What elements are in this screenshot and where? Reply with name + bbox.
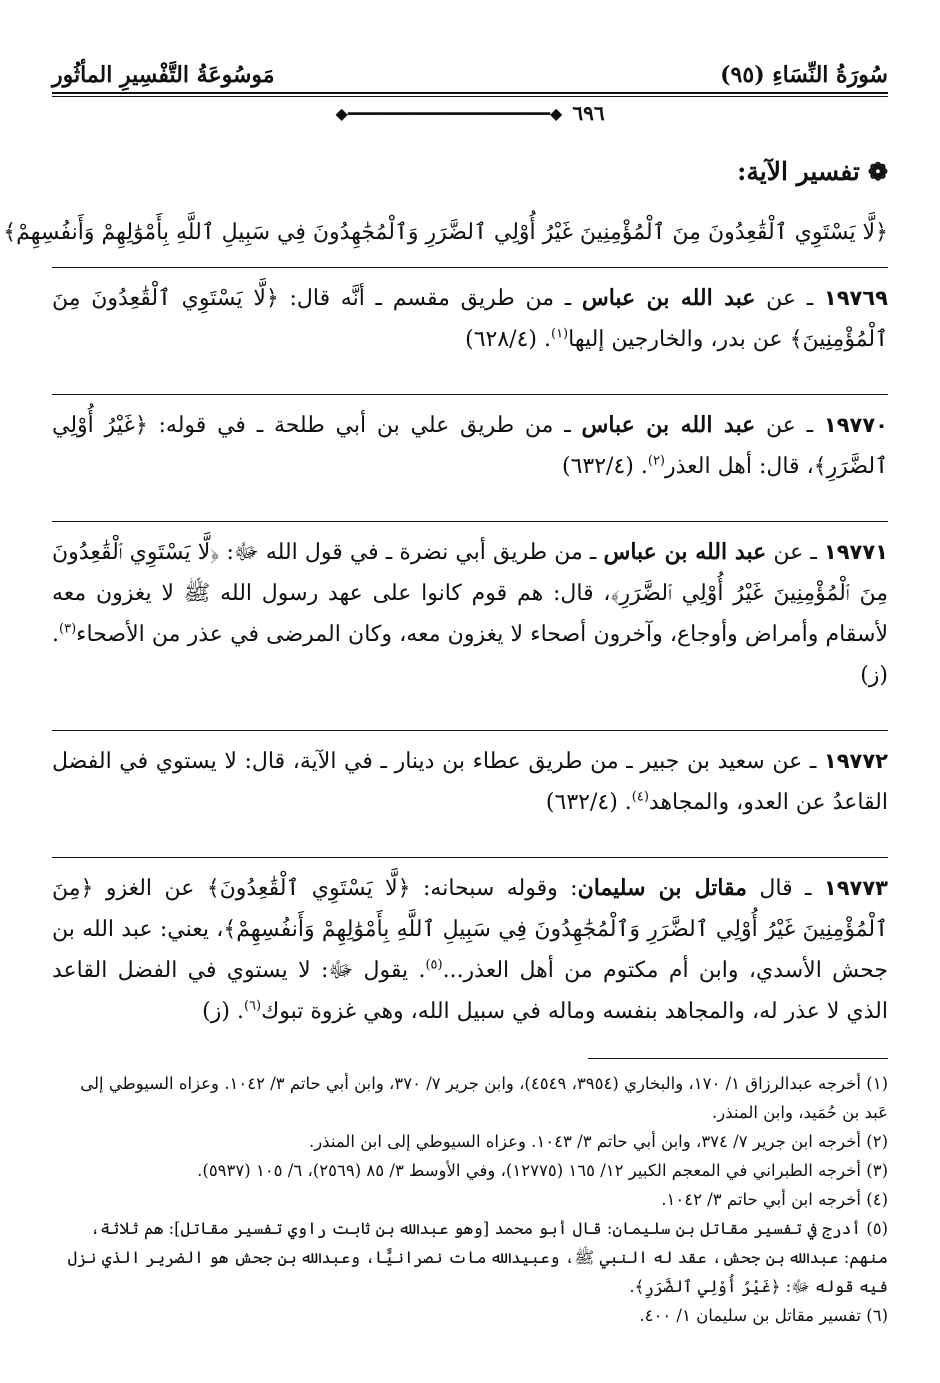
entry-text: . (ز) <box>52 622 888 688</box>
running-header <box>52 48 888 88</box>
entry-text: ـ عن <box>764 749 824 774</box>
footnote: (٣) أخرجه الطبراني في المعجم الكبير ١٢/ ١٦٥ (١٢٧٧٥)، وفي الأوسط ٣/ ٨٥ (٢٥٦٩)، ٦/ ١٠٥ (٥٩٣٧). <box>197 1161 888 1180</box>
page-number-row <box>52 101 888 125</box>
entry-text: ـ قال <box>746 876 824 901</box>
entry <box>52 395 888 499</box>
footnote-ref[interactable]: (٥) <box>425 957 443 973</box>
footnote-ref[interactable]: (٢) <box>647 453 665 469</box>
entry-text: ـ عن <box>766 540 824 565</box>
entry-text: ـ من طريق أبي نضرة ـ في قول الله ﷻ: ﴿لَّا يَسْتَوِي ٱلْقَٰعِدُونَ مِنَ ٱلْمُؤْمِنِينَ غَيْرُ أُوْلِي ٱلضَّرَرِ﴾، قال: هم قوم كانوا على عهد رسول الله ﷺ لا يغزون معه لأسقام وأمراض وأوجاع، وآخرون أصحاء لا يغزون معه، وكان المرضى في عذر من الأصحاء <box>52 540 888 647</box>
footnote: (٦) تفسير مقاتل بن سليمان ١/ ٤٠٠. <box>639 1306 888 1325</box>
flower-icon: ❁ <box>867 157 888 186</box>
entry-text: . (ز) <box>202 999 244 1024</box>
footnotes <box>52 1069 888 1330</box>
entry-number: ١٩٧٧٢ <box>823 749 888 773</box>
entry-text: ـ من طريق علي بن أبي طلحة ـ في قوله: ﴿غَيْرُ أُوْلِي ٱلضَّرَرِ﴾، قال: أهل العذر <box>52 413 888 479</box>
entry-text: . يقول ﷻ: لا يستوي في الفضل القاعد الذي لا عذر له، والمجاهد بنفسه وماله في سبيل الله، وهي غزوة تبوك <box>52 958 888 1024</box>
book-title: مَوسُوعَةُ التَّفْسِيرِ المأثُور <box>52 62 275 88</box>
entry <box>52 268 888 372</box>
footnote: (٤) أخرجه ابن أبي حاتم ٣/ ١٠٤٢. <box>661 1190 888 1209</box>
section-heading <box>52 157 888 186</box>
footnote-ref[interactable]: (١) <box>550 326 569 342</box>
page <box>3 48 888 1383</box>
entry <box>52 731 888 835</box>
header-rule <box>52 92 888 97</box>
page-number: ٦٩٦ <box>572 101 605 125</box>
ornament-icon: ◆━━━━━━━━━━━━━━━━━━━━━◆ <box>335 103 563 123</box>
section-title: تفسير الآية: <box>737 157 860 186</box>
narrator-name: عبد الله بن عباس <box>581 412 756 438</box>
footnote-ref[interactable]: (٤) <box>631 789 649 805</box>
footnote: (٢) أخرجه ابن جرير ٧/ ٣٧٤، وابن أبي حاتم ٣/ ١٠٤٣. وعزاه السيوطي إلى ابن المنذر. <box>308 1132 888 1151</box>
entry-text: ـ من طريق عطاء بن دينار ـ في الآية، قال: لا يستوي في الفضل القاعدُ عن العدو، والمجاهد <box>52 749 888 815</box>
narrator-name: عبد الله بن عباس <box>581 285 756 311</box>
narrator-name: عبد الله بن عباس <box>603 539 767 565</box>
entry-number: ١٩٧٧٠ <box>823 413 888 437</box>
narrator-name: سعيد بن جبير <box>640 749 765 774</box>
entry <box>52 522 888 708</box>
entry-text: . (٦٢٨/٤) <box>465 327 551 352</box>
entry-text: : وقوله سبحانه: ﴿لَّا يَسْتَوِي ٱلْقَٰعِدُونَ﴾ عن الغزو ﴿مِنَ ٱلْمُؤْمِنِينَ غَيْرُ أُوْلِي ٱلضَّرَرِ وَٱلْمُجَٰهِدُونَ فِي سَبِيلِ ٱللَّهِ بِأَمْوَٰلِهِمْ وَأَنفُسِهِمْ﴾، يعني: عبد الله بن جحش الأسدي، وابن أم مكتوم من أهل العذر... <box>52 876 888 983</box>
footnote-ref[interactable]: (٣) <box>59 621 77 637</box>
ayah-text: ﴿لَّا يَسْتَوِي ٱلْقَٰعِدُونَ مِنَ ٱلْمُؤْمِنِينَ غَيْرُ أُوْلِي ٱلضَّرَرِ وَٱلْمُجَٰهِدُونَ فِي سَبِيلِ ٱللَّهِ بِأَمْوَٰلِهِمْ وَأَنفُسِهِمْ﴾ <box>3 220 888 245</box>
footnote: (٥) أدرج في تفسير مقاتل بن سليمان: قال أبو محمد [وهو عبدالله بن ثابت راوي تفسير مقاتل]: هم ثلاثة، منهم: عبدالله بن جحش، عقد له النبي ﷺ، وعبيدالله مات نصرانيًّا، وعبدالله بن جحش هو الضرير الذي نزل فيه قوله ﷻ: ﴿غَيْرُ أُوْلِي ٱلضَّرَرِ﴾. <box>67 1219 888 1296</box>
narrator-name: مقاتل بن سليمان <box>577 875 747 901</box>
entry-text: . (٦٣٢/٤) <box>545 790 632 815</box>
surah-title: سُورَةُ النِّسَاءِ (٩٥) <box>720 62 888 88</box>
entry-text: ـ عن <box>755 413 824 438</box>
entry-text: ـ من طريق مقسم ـ أنَّه قال: ﴿لَّا يَسْتَوِي ٱلْقَٰعِدُونَ مِنَ ٱلْمُؤْمِنِينَ﴾ عن بدر، والخارجين إليها <box>52 286 888 352</box>
entry <box>52 858 888 1044</box>
footnote-ref[interactable]: (٦) <box>243 998 262 1014</box>
entry-text: . (٦٣٢/٤) <box>562 454 648 479</box>
entry-text: ـ عن <box>755 286 824 311</box>
entry-number: ١٩٧٧٣ <box>823 876 888 900</box>
footnote-rule <box>588 1058 888 1059</box>
entry-number: ١٩٧٦٩ <box>823 286 888 310</box>
entry-number: ١٩٧٧١ <box>823 540 888 564</box>
footnote: (١) أخرجه عبدالرزاق ١/ ١٧٠، والبخاري (٣٩٥٤، ٤٥٤٩)، وابن جرير ٧/ ٣٧٠، وابن أبي حاتم ٣/ ١٠٤٢. وعزاه السيوطي إلى عَبد بن حُمَيد، وابن المنذر. <box>80 1074 888 1122</box>
